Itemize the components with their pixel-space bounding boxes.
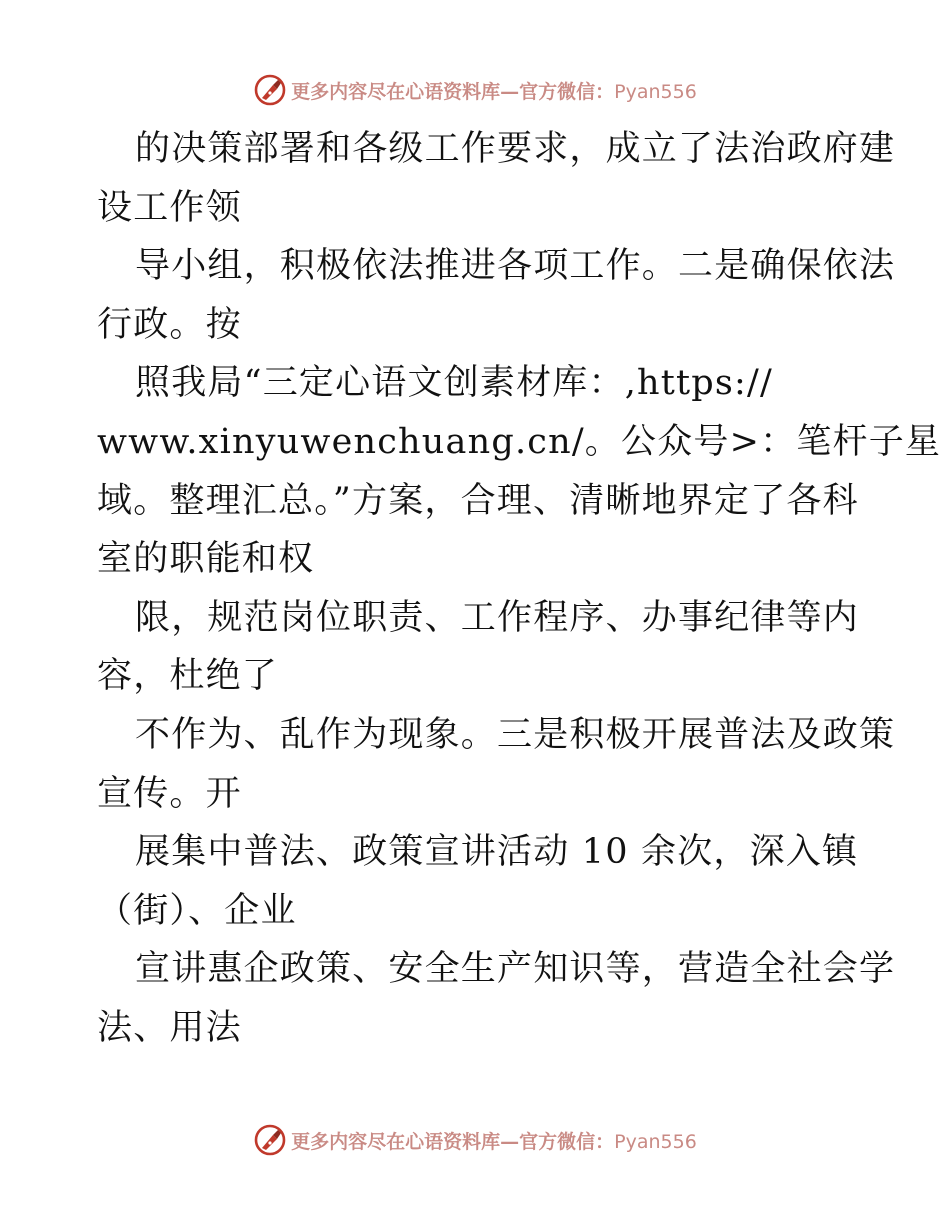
paragraph-line: 设工作领 <box>97 187 242 228</box>
document-body <box>97 120 942 1058</box>
paragraph-line: 限，规范岗位职责、工作程序、办事纪律等内 <box>135 597 860 638</box>
paragraph-line: 容，杜绝了 <box>97 656 279 697</box>
paragraph-line: 的决策部署和各级工作要求，成立了法治政府建 <box>135 129 896 169</box>
paragraph-line: 行政。按 <box>97 304 242 345</box>
paragraph-line: 室的职能和权 <box>97 539 315 580</box>
paragraph-line: 宣讲惠企政策、安全生产知识等，营造全社会学 <box>135 949 896 990</box>
footer-watermark <box>0 1122 950 1158</box>
watermark-text: 更多内容尽在心语资料库—官方微信：Pyan556 <box>291 80 697 103</box>
watermark-wechat-id: Pyan556 <box>614 80 697 103</box>
watermark-text: 更多内容尽在心语资料库—官方微信：Pyan556 <box>291 1130 697 1153</box>
watermark-wechat-id: Pyan556 <box>614 1130 697 1153</box>
paragraph-line: 不作为、乱作为现象。三是积极开展普法及政策 <box>135 714 896 755</box>
pen-nib-logo-icon <box>253 1123 287 1157</box>
paragraph-line: 照我局“三定心语文创素材库：,https:// <box>135 363 774 404</box>
paragraph-line: 域。整理汇总。”方案，合理、清晰地界定了各科 <box>97 480 859 521</box>
paragraph-line-url: www.xinyuwenchuang.cn/。公众号>：笔杆子星 <box>97 421 942 462</box>
paragraph-line: （街）、企业 <box>97 890 297 931</box>
paragraph-line: 展集中普法、政策宣讲活动 10 余次，深入镇 <box>135 832 859 873</box>
paragraph-line: 宣传。开 <box>97 773 242 814</box>
pen-nib-logo-icon <box>253 73 287 107</box>
paragraph-line: 法、用法 <box>97 1007 242 1048</box>
paragraph-line: 导小组，积极依法推进各项工作。二是确保依法 <box>135 246 896 287</box>
header-watermark <box>0 72 950 108</box>
